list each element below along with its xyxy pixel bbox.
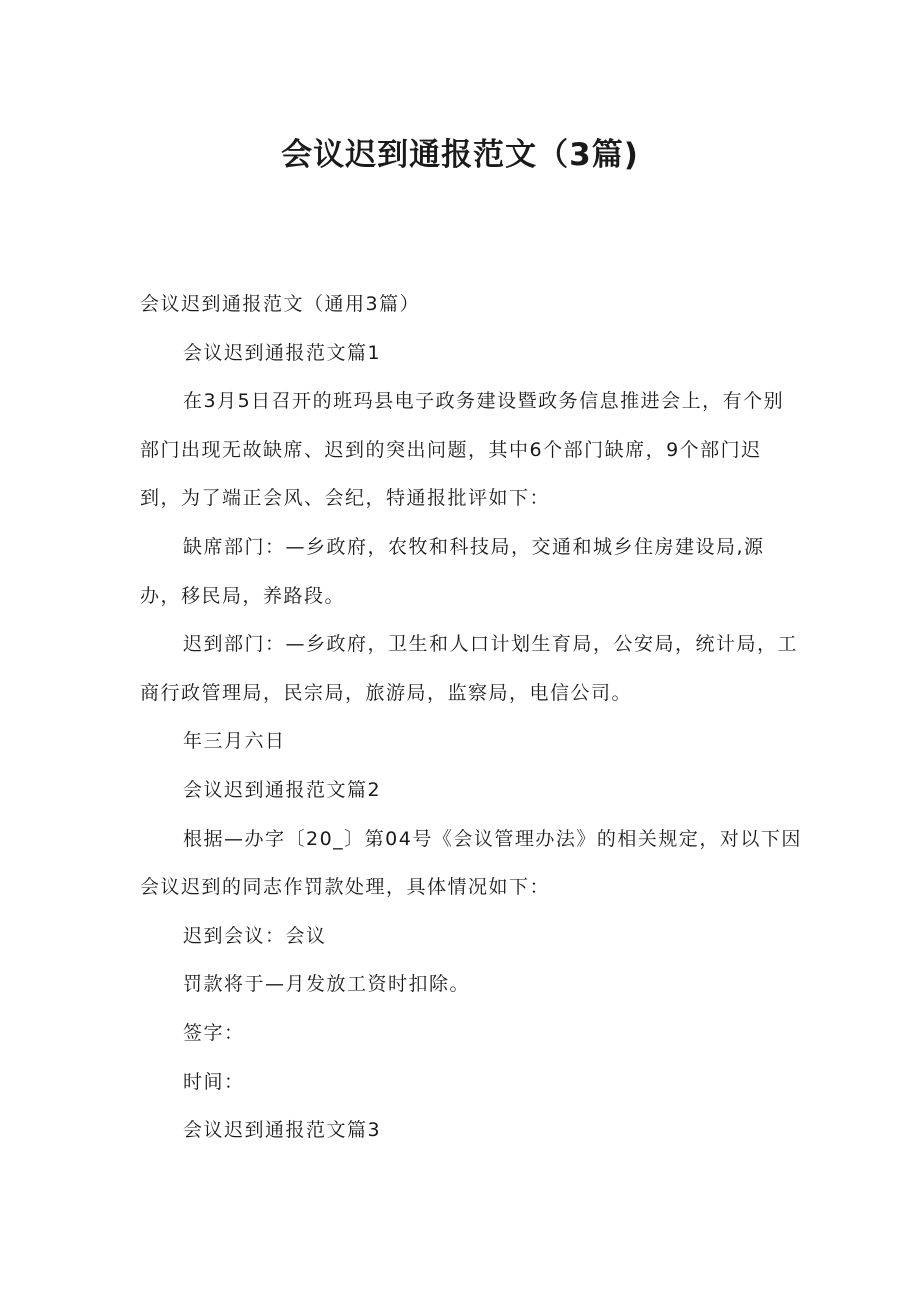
paragraph-line: 缺席部门：—乡政府，农牧和科技局，交通和城乡住房建设局,源 [183, 535, 765, 558]
paragraph-line: 商行政管理局，民宗局，旅游局，监察局，电信公司。 [140, 681, 633, 704]
signature-line: 签字： [183, 1021, 245, 1044]
paragraph-line: 根据—办字〔20_〕第04号《会议管理办法》的相关规定，对以下因 [183, 827, 802, 850]
section-heading-1: 会议迟到通报范文篇1 [183, 341, 382, 364]
document-body [140, 280, 802, 1155]
document-title: 会议迟到通报范文（3篇) [281, 137, 639, 173]
paragraph-line: 迟到会议：会议 [183, 924, 327, 947]
paragraph-line: 在3月5日召开的班玛县电子政务建设暨政务信息推进会上，有个别 [183, 390, 785, 413]
subtitle-line: 会议迟到通报范文（通用3篇） [140, 293, 421, 315]
section-heading-2: 会议迟到通报范文篇2 [183, 778, 382, 801]
paragraph-line: 罚款将于—月发放工资时扣除。 [183, 973, 471, 996]
paragraph-line: 会议迟到的同志作罚款处理，具体情况如下： [140, 876, 551, 899]
paragraph-line: 到，为了端正会风、会纪，特通报批评如下： [140, 487, 551, 510]
time-line: 时间： [183, 1070, 245, 1093]
paragraph-line: 办，移民局，养路段。 [140, 584, 346, 607]
paragraph-line: 部门出现无故缺席、迟到的突出问题，其中6个部门缺席，9个部门迟 [140, 438, 762, 461]
section-heading-3: 会议迟到通报范文篇3 [183, 1119, 382, 1142]
date-line: 年三月六日 [183, 730, 286, 753]
paragraph-line: 迟到部门：—乡政府，卫生和人口计划生育局，公安局，统计局，工 [183, 633, 799, 656]
